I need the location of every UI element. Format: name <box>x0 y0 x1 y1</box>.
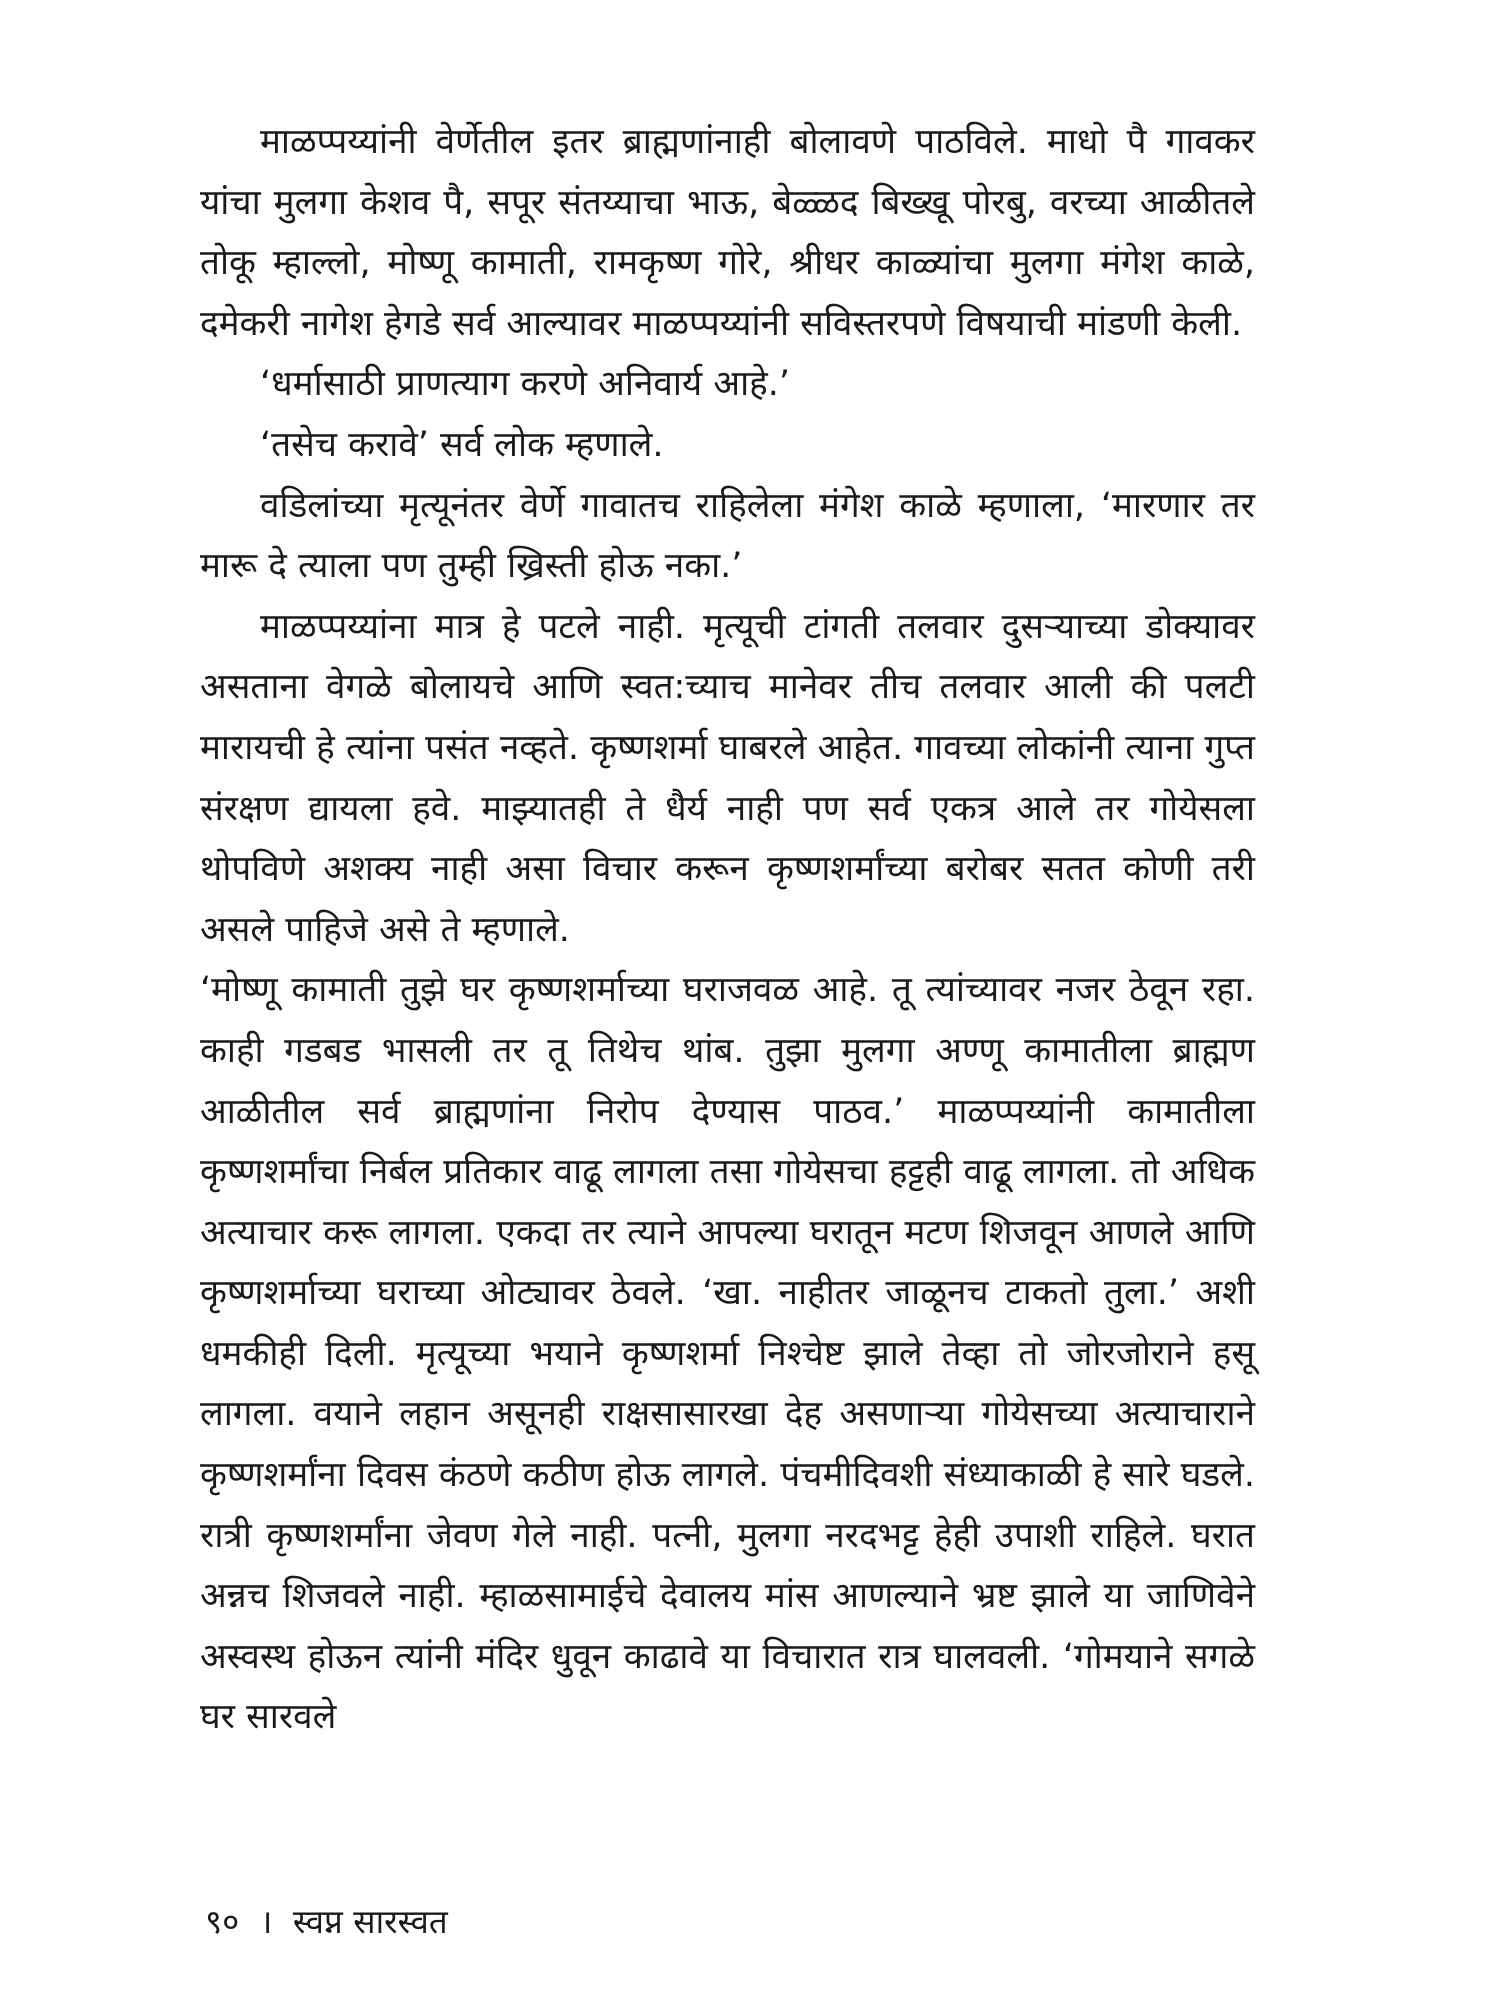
paragraph: ‘मोष्णू कामाती तुझे घर कृष्णशर्माच्या घराजवळ आहे. तू त्यांच्यावर नजर ठेवून रहा. काही गडबड भासली तर तू तिथेच थांब. तुझा मुलगा अण्णू कामातीला ब्राह्मण आळीतील सर्व ब्राह्मणांना निरोप देण्यास पाठव.’ माळप्पय्यांनी कामातीला कृष्णशर्मांचा निर्बल प्रतिकार वाढू लागला तसा गोयेसचा हट्टही वाढू लागला. तो अधिक अत्याचार करू लागला. एकदा तर त्याने आपल्या घरातून मटण शिजवून आणले आणि कृष्णशर्माच्या घराच्या ओट्यावर ठेवले. ‘खा. नाहीतर जाळूनच टाकतो तुला.’ अशी धमकीही दिली. मृत्यूच्या भयाने कृष्णशर्मा निश्चेष्ट झाले तेव्हा तो जोरजोराने हसू लागला. वयाने लहान असूनही राक्षसासारखा देह असणाऱ्या गोयेसच्या अत्याचाराने कृष्णशर्मांना दिवस कंठणे कठीण होऊ लागले. पंचमीदिवशी संध्याकाळी हे सारे घडले. रात्री कृष्णशर्मांना जेवण गेले नाही. पत्नी, मुलगा नरदभट्ट हेही उपाशी राहिले. घरात अन्नच शिजवले नाही. म्हाळसामाईचे देवालय मांस आणल्याने भ्रष्ट झाले या जाणिवेने अस्वस्थ होऊन त्यांनी मंदिर धुवून काढावे या विचारात रात्र घालवली. ‘गोमयाने सगळे घर सारवले <box>200 970 1255 1738</box>
book-title: स्वप्न सारस्वत <box>292 1902 448 1941</box>
paragraph: ‘तसेच करावे’ सर्व लोक म्हणाले. <box>260 424 664 465</box>
page-number: ९० <box>205 1902 240 1941</box>
body-text <box>200 112 1255 1748</box>
page-footer <box>205 1898 448 1943</box>
paragraph: ‘धर्मासाठी प्राणत्याग करणे अनिवार्य आहे.’ <box>260 364 790 405</box>
paragraph: वडिलांच्या मृत्यूनंतर वेर्णे गावातच राहिलेला मंगेश काळे म्हणाला, ‘मारणार तर मारू दे त्याला पण तुम्ही ख्रिस्ती होऊ नका.’ <box>200 485 1255 587</box>
footer-separator: । <box>259 1902 273 1941</box>
paragraph: माळप्पय्यांनी वेर्णेतील इतर ब्राह्मणांनाही बोलावणे पाठविले. माधो पै गावकर यांचा मुलगा केशव पै, सपूर संतय्याचा भाऊ, बेळ्ळद बिख्खू पोरबु, वरच्या आळीतले तोकू म्हाल्लो, मोष्णू कामाती, रामकृष्ण गोरे, श्रीधर काळ्यांचा मुलगा मंगेश काळे, दमेकरी नागेश हेगडे सर्व आल्यावर माळप्पय्यांनी सविस्तरपणे विषयाची मांडणी केली. <box>200 122 1255 344</box>
paragraph: माळप्पय्यांना मात्र हे पटले नाही. मृत्यूची टांगती तलवार दुसऱ्याच्या डोक्यावर असताना वेगळे बोलायचे आणि स्वत:च्याच मानेवर तीच तलवार आली की पलटी मारायची हे त्यांना पसंत नव्हते. कृष्णशर्मा घाबरले आहेत. गावच्या लोकांनी त्याना गुप्त संरक्षण द्यायला हवे. माझ्यातही ते धैर्य नाही पण सर्व एकत्र आले तर गोयेसला थोपविणे अशक्य नाही असा विचार करून कृष्णशर्मांच्या बरोबर सतत कोणी तरी असले पाहिजे असे ते म्हणाले. <box>200 606 1255 950</box>
